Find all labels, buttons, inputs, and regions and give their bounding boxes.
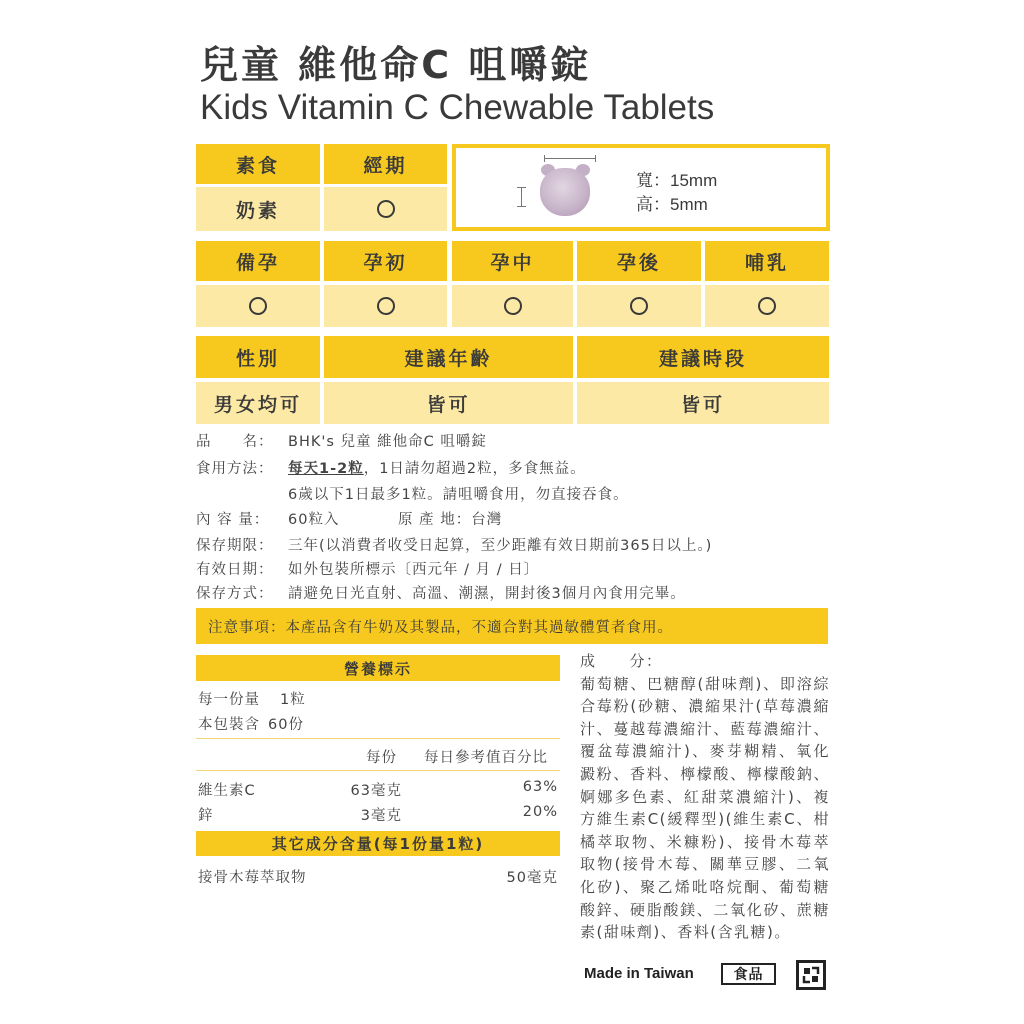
servings-label: 本包裝含 <box>198 717 260 733</box>
usage-dose: 每天1-2粒 <box>288 461 364 477</box>
menstrual-value-cell <box>324 187 447 231</box>
expiry-label: 有效日期： <box>196 562 274 578</box>
dimension-tick <box>544 155 545 162</box>
nutrient-per-serving: 63毫克 <box>350 783 402 799</box>
pregnancy-header-prep: 備孕 <box>196 241 320 281</box>
tablet-image <box>540 168 590 216</box>
origin-label: 原 產 地： <box>398 512 472 528</box>
ingredients-label: 成 分： <box>580 652 663 670</box>
content-label: 內 容 量： <box>196 512 270 528</box>
pregnancy-header-early: 孕初 <box>324 241 447 281</box>
pregnancy-value-early <box>324 285 447 327</box>
pregnancy-header-mid: 孕中 <box>452 241 573 281</box>
usage-rest: ，1日請勿超過2粒，多食無益。 <box>363 461 586 477</box>
storage-value: 請避免日光直射、高溫、潮濕，開封後3個月內食用完畢。 <box>288 586 686 602</box>
product-title-en: Kids Vitamin C Chewable Tablets <box>200 88 715 127</box>
pregnancy-value-late <box>577 285 701 327</box>
vegetarian-header: 素食 <box>196 144 320 184</box>
made-in-taiwan: Made in Taiwan <box>584 965 694 982</box>
nutrient-name: 維生素C <box>198 783 256 799</box>
gender-value: 男女均可 <box>196 382 320 424</box>
gender-header: 性別 <box>196 336 320 378</box>
pregnancy-value-nursing <box>705 285 829 327</box>
usage-line2: 6歲以下1日最多1粒。請咀嚼食用，勿直接吞食。 <box>288 487 629 503</box>
nutrient-per-serving: 3毫克 <box>360 808 402 824</box>
expiry-row <box>196 558 539 579</box>
content-row <box>196 508 502 529</box>
origin-value: 台灣 <box>471 512 503 528</box>
nutrition-divider <box>196 770 560 771</box>
circle-icon <box>377 200 395 218</box>
allergy-warning: 注意事項：本產品含有牛奶及其製品，不適合對其過敏體質者食用。 <box>196 608 828 644</box>
serving-size <box>198 688 306 709</box>
menstrual-header: 經期 <box>324 144 447 184</box>
pregnancy-value-mid <box>452 285 573 327</box>
food-certification-icon <box>796 960 826 990</box>
other-ingredient-name: 接骨木莓萃取物 <box>198 870 307 886</box>
col-daily-value: 每日參考值百分比 <box>424 750 548 766</box>
dimension-tick <box>595 155 596 162</box>
time-header: 建議時段 <box>577 336 829 378</box>
other-ingredients-title: 其它成分含量(每1份量1粒) <box>196 831 560 856</box>
content-value: 60粒入 <box>288 512 340 528</box>
nutrient-daily-value: 20% <box>522 804 558 820</box>
product-name-label: 品 名： <box>196 434 274 450</box>
nutrient-daily-value: 63% <box>522 779 558 795</box>
nutrition-title: 營養標示 <box>196 655 560 681</box>
product-name-value: BHK's 兒童 維他命C 咀嚼錠 <box>288 434 487 450</box>
usage-label: 食用方法： <box>196 461 274 477</box>
serving-value: 1粒 <box>280 692 306 708</box>
expiry-value: 如外包裝所標示〔西元年 / 月 / 日〕 <box>288 562 540 578</box>
shelf-row <box>196 534 712 555</box>
product-title-zh: 兒童 維他命C 咀嚼錠 <box>200 43 592 87</box>
ingredients-block <box>580 650 830 944</box>
tablet-height: 高：5mm <box>636 195 708 214</box>
servings-value: 60份 <box>268 717 304 733</box>
other-ingredient-amount: 50毫克 <box>506 870 558 886</box>
height-dimension-line <box>521 187 522 207</box>
pregnancy-value-prep <box>196 285 320 327</box>
tablet-width: 寬：15mm <box>636 171 718 190</box>
circle-icon <box>377 297 395 315</box>
pregnancy-header-nursing: 哺乳 <box>705 241 829 281</box>
vegetarian-value: 奶素 <box>196 187 320 231</box>
time-value: 皆可 <box>577 382 829 424</box>
ingredients-text: 葡萄糖、巴糖醇(甜味劑)、即溶綜合莓粉(砂糖、濃縮果汁(草莓濃縮汁、蔓越莓濃縮汁、藍莓濃縮汁、覆盆莓濃縮汁)、麥芽糊精、氧化澱粉、香料、檸檬酸、檸檬酸鈉、婀娜多色素、紅甜菜濃縮汁)、複方維生素C(緩釋型)(維生素C、柑橘萃取物、米糠粉)、接骨木莓萃取物(接骨木莓、關華豆膠、二氧化矽)、聚乙烯吡咯烷酮、葡萄糖酸鋅、硬脂酸鎂、二氧化矽、蔗糖素(甜味劑)、香料(含乳糖)。 <box>580 674 830 942</box>
age-header: 建議年齡 <box>324 336 573 378</box>
circle-icon <box>504 297 522 315</box>
serving-label: 每一份量 <box>198 692 260 708</box>
storage-row <box>196 582 686 603</box>
circle-icon <box>249 297 267 315</box>
width-dimension-line <box>544 158 596 159</box>
pregnancy-header-late: 孕後 <box>577 241 701 281</box>
product-name-row <box>196 430 487 451</box>
age-value: 皆可 <box>324 382 573 424</box>
nutrient-name: 鋅 <box>198 808 214 824</box>
dimension-tick <box>517 206 526 207</box>
circle-icon <box>630 297 648 315</box>
nutrition-divider <box>196 738 560 739</box>
dimension-tick <box>517 187 526 188</box>
col-per-serving: 每份 <box>366 750 397 766</box>
circle-icon <box>758 297 776 315</box>
storage-label: 保存方式： <box>196 586 274 602</box>
servings-per-pack <box>198 713 304 734</box>
shelf-value: 三年(以消費者收受日起算，至少距離有效日期前365日以上。) <box>288 538 713 554</box>
food-badge: 食品 <box>721 963 776 985</box>
usage-row <box>196 457 586 478</box>
shelf-label: 保存期限： <box>196 538 274 554</box>
